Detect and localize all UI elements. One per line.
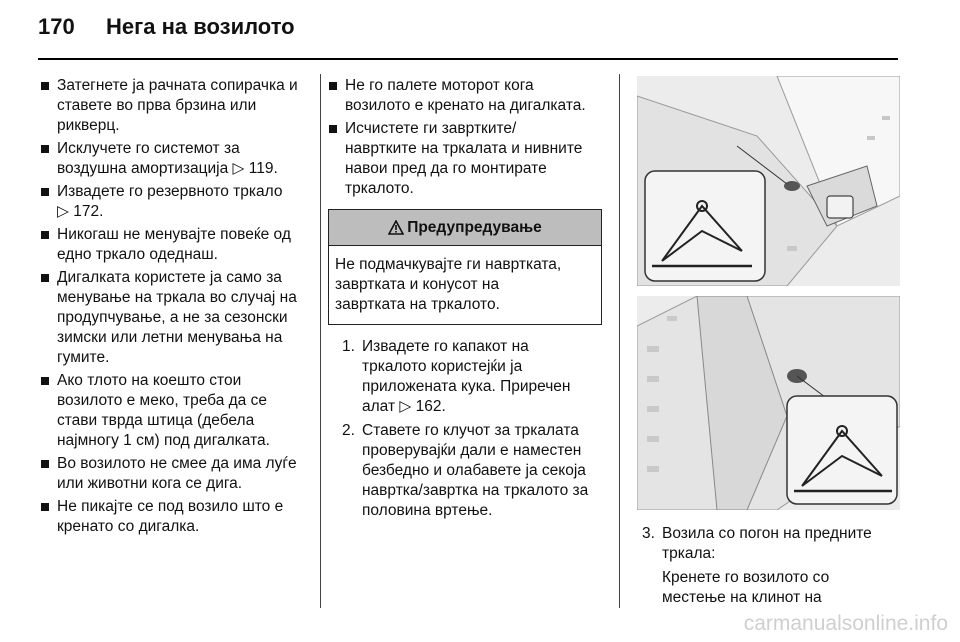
jack-position-illustration-1 [637, 76, 900, 286]
list-item: Дигалката користете ја само за менување на тркала во случај на продупчување, а не за сезонски зимски или летни менувања на гумите. [40, 268, 310, 368]
warning-title: Предупредување [407, 218, 542, 236]
watermark: carmanualsonline.info [743, 612, 948, 635]
warning-icon [388, 220, 404, 235]
list-item: Исклучете го системот за воздушна амортизација ▷ 119. [40, 139, 310, 179]
header-rule [38, 58, 898, 60]
jack-position-illustration-2 [637, 296, 900, 510]
list-item: Ако тлото на коешто стои возилото е меко, треба да се стави тврда штица (дебела најмногу 1 см) под дигалката. [40, 371, 310, 451]
step-item: 1. Извадете го капакот на тркалото користејќи ја приложената кука. Приречен алат ▷ 162. [342, 338, 571, 415]
page-header [38, 14, 295, 44]
page-reference[interactable]: ▷ 172. [57, 203, 104, 220]
list-item: Затегнете ја рачната сопирачка и ставете во прва брзина или рикверц. [40, 76, 310, 136]
steps-list [328, 337, 604, 521]
list-item: Во возилото не смее да има луѓе или животни кога се дига. [40, 454, 310, 494]
step-item: 3. Возила со погон на предните тркала: Кренете го возилото со местење на клинот на [642, 524, 900, 608]
page-reference[interactable]: алат ▷ 162. [362, 398, 446, 415]
page-reference[interactable]: воздушна амортизација ▷ 119. [57, 160, 278, 177]
column-divider [320, 74, 321, 608]
list-item: Никогаш не менувајте повеќе од едно тркало одеднаш. [40, 225, 310, 265]
step-item: 2. Ставете го клучот за тркалата проверувајќи дали е наместен безбедно и олабавете ја секоја навртка/завртка на тркалото за половина вртење. [342, 422, 589, 519]
warning-body: Не подмачкувајте ги навртката, завртката и конусот на завртката на тркалото. [335, 256, 562, 313]
list-item: Не го палете моторот кога возилото е кренато на дигалката. [328, 76, 604, 116]
warning-box [328, 209, 602, 325]
column-divider [619, 74, 620, 608]
list-item: Исчистете ги завртките/ навртките на тркалата и нивните навои пред да го монтирате тркалото. [328, 119, 604, 199]
column-2 [328, 76, 604, 525]
page-number: 170 [38, 14, 75, 39]
list-item: Не пикајте се под возило што е кренато со дигалка. [40, 497, 310, 537]
column-1 [40, 76, 310, 540]
warning-header [329, 210, 601, 246]
page-title: Нега на возилото [106, 14, 295, 39]
list-item: Извадете го резервното тркало ▷ 172. [40, 182, 310, 222]
step-continuation: Кренете го возилото со местење на клинот на [662, 569, 830, 606]
